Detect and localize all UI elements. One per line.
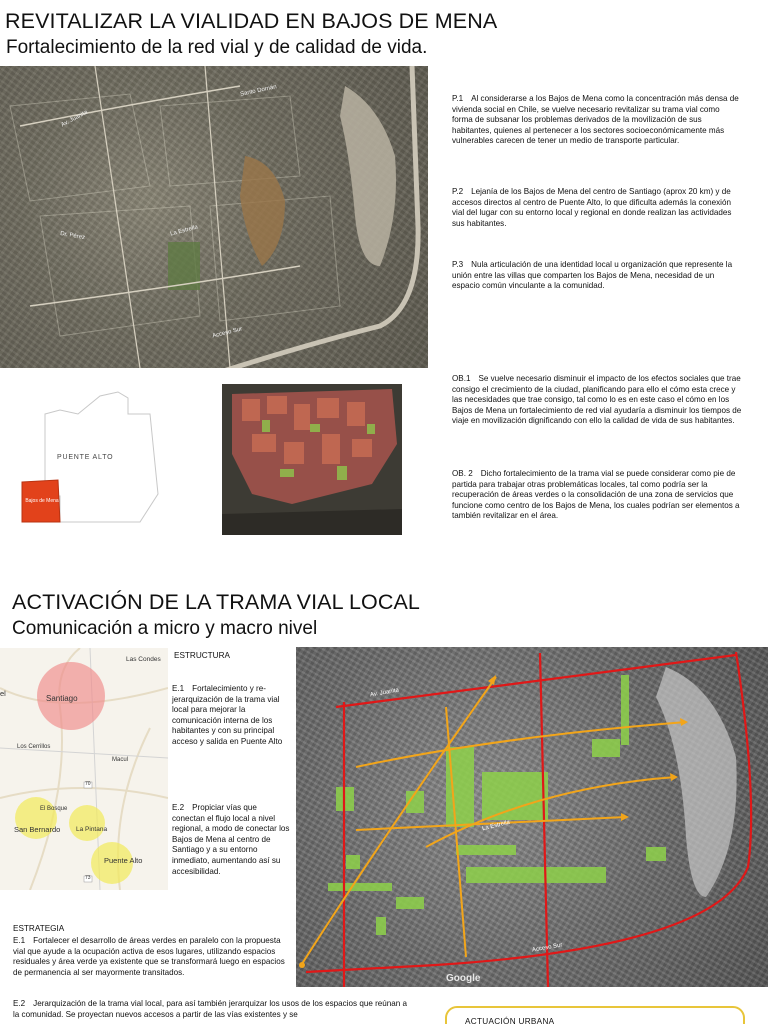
- paragraph-text: Nula articulación de una identidad local u organización que represente la unión entre las villas que comparten los Bajos de Mena, necesidad de un espacio común vinculante a la comunidad.: [452, 260, 733, 291]
- paragraph-ob2: [452, 469, 742, 522]
- route-label: 73: [85, 875, 91, 881]
- aerial-street-label: Santo Dornán: [239, 84, 278, 98]
- paragraph-number: P.2: [452, 187, 464, 196]
- paragraph-ob1: [452, 374, 742, 427]
- aerial-street-label: La Estrella: [481, 819, 511, 833]
- place-label: El Bosque: [40, 806, 68, 812]
- legend-title: ACTUACIÓN URBANA: [465, 1017, 555, 1024]
- estrategia-item-e2: [13, 999, 408, 1023]
- estrategia-heading: ESTRATEGIA: [13, 924, 65, 933]
- paragraph-number: OB. 2: [452, 469, 473, 478]
- section2-subtitle: Comunicación a micro y macro nivel: [12, 618, 318, 639]
- aerial-street-label: Acceso Sur: [531, 942, 563, 954]
- paragraph-text: Se vuelve necesario disminuir el impacto de los efectos sociales que trae consigo el crecimiento de la ciudad, planificando para ello el cómo esta crece y las necesidades que trae consigo, tal como lo es en este caso el cómo en los Bajos de Mena un fortalecimiento de red vial ayudaría a disminuir los tiempos de viaje en movilización dignificando con ello la calidad de vida de sus habitantes.: [452, 374, 742, 426]
- item-text: Fortalecimiento y re-jerarquización de la trama vial local para mejorar la comunicación interna de los habitantes y con su principal acceso y salida en Puente Alto: [172, 684, 283, 746]
- item-text: Propiciar vías que conectan el flujo local a nivel regional, a modo de conectar los Bajos de Mena al centro de Santiago y a su entorno inmediato, aumentando así su accesibilidad.: [172, 803, 290, 876]
- aerial-street-label: Av. Juanita: [369, 687, 400, 699]
- route-label: 70: [85, 781, 91, 787]
- paragraph-text: Al considerarse a los Bajos de Mena como la concentración más densa de vivienda social en Chile, se vuelve necesario revitalizar su trama vial como forma de subsanar los problemas derivados de la movilización de sus habitantes, quienes al pertenecer a los sectores socioeconómicamente más vulnerables carecen de tener un medio de transporte particular.: [452, 94, 739, 146]
- section2-title: ACTIVACIÓN DE LA TRAMA VIAL LOCAL: [12, 590, 420, 614]
- item-number: E.2: [13, 999, 26, 1008]
- paragraph-number: OB.1: [452, 374, 471, 383]
- item-number: E.2: [172, 803, 185, 812]
- aerial-street-label: Av. Juanita: [60, 109, 89, 129]
- estructura-heading: ESTRUCTURA: [174, 651, 230, 660]
- place-label: Macul: [112, 757, 129, 763]
- section1-title: REVITALIZAR LA VIALIDAD EN BAJOS DE MENA: [5, 9, 498, 33]
- estrategia-item-e1: [13, 936, 289, 978]
- paragraph-p1: [452, 94, 742, 147]
- aerial-photo-bajos-de-mena: [0, 66, 428, 368]
- bajos-de-mena-label: Bajos de Mena: [25, 498, 59, 504]
- place-label: La Pintana: [76, 826, 108, 833]
- aerial-blocks-analysis: [222, 384, 402, 535]
- estructura-item-e1: [172, 684, 292, 748]
- paragraph-p3: [452, 260, 742, 292]
- item-number: E.1: [172, 684, 185, 693]
- item-number: E.1: [13, 936, 26, 945]
- puente-alto-label: PUENTE ALTO: [57, 454, 114, 461]
- google-watermark: Google: [446, 973, 481, 984]
- item-text: Jerarquización de la trama vial local, para así también jerarquizar los usos de los espacios que reúnan a la comunidad. Se proyectan nuevos accesos a partir de las vías existentes y se: [13, 999, 408, 1019]
- aerial-street-label: Dr. Pérez: [59, 230, 86, 242]
- regional-map: [0, 648, 168, 890]
- place-label: Las Condes: [126, 656, 161, 663]
- paragraph-text: Lejanía de los Bajos de Mena del centro de Santiago (aprox 20 km) y de accesos directos al centro de Puente Alto, lo que dificulta además la conexión vial del lugar con su entorno local y regional en donde realizan las actividades sus habitantes.: [452, 187, 732, 228]
- paragraph-number: P.3: [452, 260, 464, 269]
- puente-alto-location-map: [0, 384, 160, 530]
- aerial-street-label: La Estrella: [169, 224, 199, 238]
- place-label: San Bernardo: [14, 825, 61, 834]
- item-text: Fortalecer el desarrollo de áreas verdes en paralelo con la propuesta vial que ayude a la ocupación activa de esos lugares, utilizando espacios residuales y área verde ya existente que se transformará luego en espacios de permanencia al ser mayormente transitados.: [13, 936, 285, 977]
- paragraph-number: P.1: [452, 94, 464, 103]
- legend-actuacion-urbana: [445, 1006, 745, 1024]
- aerial-street-label: Acceso Sur: [211, 326, 243, 340]
- aerial-road-network-map: [296, 647, 768, 987]
- estructura-item-e2: [172, 803, 292, 877]
- place-label: el: [0, 689, 6, 698]
- place-label: Los Cerrillos: [17, 744, 51, 750]
- place-label: Puente Alto: [104, 856, 143, 865]
- paragraph-p2: [452, 187, 742, 229]
- section1-subtitle: Fortalecimiento de la red vial y de calidad de vida.: [6, 37, 428, 58]
- paragraph-text: Dicho fortalecimiento de la trama vial se puede considerar como pie de partida para trabajar otras problemáticas locales, tal como podría ser la recuperación de áreas verdes o la consolidación de una zona de servicios que funcione como centro de los Bajos de Mena, los cuales podrían ser elementos a también revitalizar en el área.: [452, 469, 740, 521]
- place-label: Santiago: [46, 694, 78, 703]
